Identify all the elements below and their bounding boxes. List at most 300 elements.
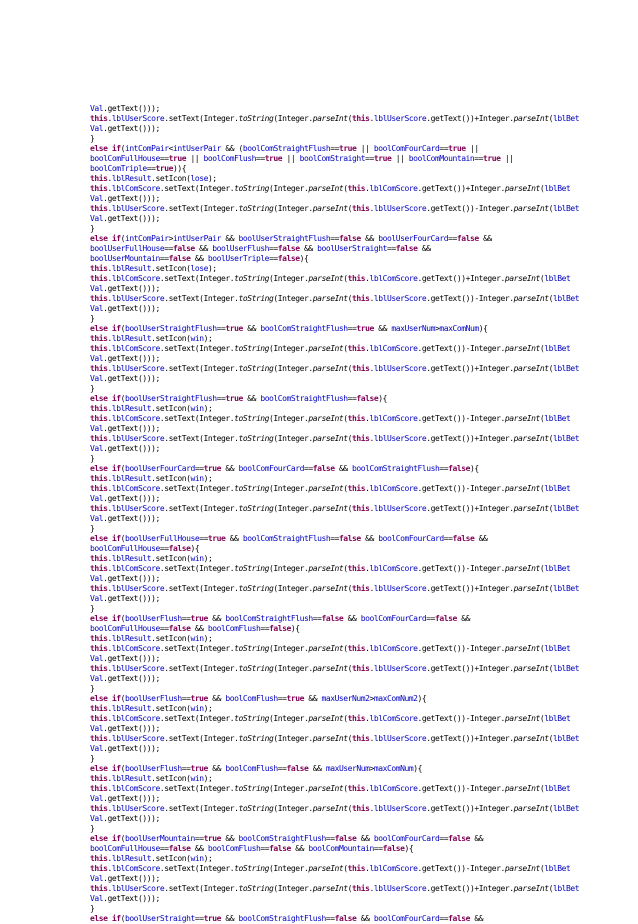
- code-token: this: [90, 114, 108, 123]
- code-line: [90, 634, 630, 644]
- code-token: .: [369, 364, 374, 373]
- code-token: else if: [90, 614, 121, 623]
- code-token: lblBet: [552, 664, 580, 673]
- code-token: toString: [238, 294, 274, 303]
- code-token: true: [207, 534, 226, 543]
- code-token: Val: [90, 574, 104, 583]
- code-token: lblComScore: [369, 714, 418, 723]
- code-token: (Integer.: [269, 864, 309, 873]
- code-token: (: [548, 294, 553, 303]
- code-token: parseInt: [513, 504, 549, 513]
- code-token: .: [365, 714, 370, 723]
- code-token: .: [369, 584, 374, 593]
- code-token: boolComStraightFlush: [238, 914, 326, 923]
- code-line: [90, 204, 630, 214]
- code-token: (Integer.: [273, 114, 313, 123]
- code-token: .: [107, 274, 112, 283]
- code-token: ==: [304, 464, 313, 473]
- code-token: lblUserScore: [111, 204, 165, 213]
- code-token: false: [382, 844, 405, 853]
- code-token: .: [369, 504, 374, 513]
- code-line: [90, 254, 630, 264]
- code-token: .getText()));: [103, 794, 160, 803]
- code-token: Val: [90, 814, 104, 823]
- code-token: );: [207, 264, 217, 273]
- code-token: .getText())+Integer.: [417, 184, 505, 193]
- code-token: lblBet: [552, 584, 580, 593]
- code-token: else if: [90, 694, 121, 703]
- code-token: .getText()));: [103, 894, 160, 903]
- code-token: .setText(Integer.: [159, 274, 235, 283]
- code-token: lblUserScore: [373, 294, 427, 303]
- code-line: [90, 574, 630, 584]
- code-token: lblBet: [544, 344, 571, 353]
- code-token: boolComFourCard: [378, 534, 444, 543]
- code-token: lblResult: [111, 334, 152, 343]
- code-token: this: [90, 854, 108, 863]
- code-token: this: [347, 484, 366, 493]
- code-token: parseInt: [308, 344, 344, 353]
- code-token: this: [90, 864, 108, 873]
- code-token: .: [107, 204, 112, 213]
- code-line: [90, 384, 630, 394]
- code-token: &&: [308, 764, 326, 773]
- code-token: true: [203, 464, 222, 473]
- code-token: lblComScore: [111, 714, 160, 723]
- code-line: [90, 334, 630, 344]
- code-token: &&: [190, 624, 208, 633]
- code-token: }: [90, 904, 95, 913]
- code-token: &&: [304, 694, 322, 703]
- code-token: boolUserFlush: [124, 694, 182, 703]
- code-token: (: [120, 834, 125, 843]
- code-line: [90, 184, 630, 194]
- code-token: &&: [190, 254, 208, 263]
- code-token: .: [107, 714, 112, 723]
- code-token: boolComFullHouse: [90, 624, 160, 633]
- code-line: [90, 544, 630, 554]
- code-token: lblUserScore: [111, 294, 165, 303]
- code-token: .: [365, 414, 370, 423]
- code-token: true: [483, 154, 501, 163]
- code-token: parseInt: [504, 864, 540, 873]
- code-token: .getText()));: [103, 124, 160, 133]
- code-token: .setText(Integer.: [159, 864, 235, 873]
- code-line: [90, 554, 630, 564]
- code-token: Val: [90, 214, 104, 223]
- code-token: ||: [186, 154, 204, 163]
- code-token: lblResult: [111, 174, 152, 183]
- code-token: lblUserScore: [111, 114, 165, 123]
- code-token: false: [312, 464, 335, 473]
- code-token: lblResult: [111, 704, 152, 713]
- code-token: ==: [474, 154, 484, 163]
- code-token: .: [369, 664, 374, 673]
- code-token: (: [343, 784, 348, 793]
- code-token: true: [338, 144, 357, 153]
- code-token: lblComScore: [111, 344, 160, 353]
- code-token: &&: [356, 914, 374, 923]
- code-token: parseInt: [513, 734, 549, 743]
- code-line: [90, 164, 630, 174]
- code-token: (: [539, 184, 545, 193]
- code-token: .getText())+Integer.: [426, 364, 514, 373]
- code-token: false: [168, 624, 191, 633]
- code-token: .: [107, 774, 112, 783]
- code-token: (Integer.: [273, 584, 313, 593]
- code-token: &&: [221, 834, 239, 843]
- code-token: lblUserScore: [111, 884, 165, 893]
- code-token: parseInt: [513, 884, 549, 893]
- code-token: parseInt: [312, 504, 348, 513]
- code-token: ||: [465, 144, 479, 153]
- code-token: maxUserNum: [391, 324, 436, 333]
- code-token: lblComScore: [111, 274, 160, 283]
- code-token: boolUserFlush: [212, 244, 270, 253]
- code-token: lblBet: [552, 504, 580, 513]
- code-token: ){: [290, 624, 300, 633]
- code-token: boolComStraightFlush: [352, 464, 440, 473]
- code-token: false: [334, 834, 357, 843]
- code-token: else if: [90, 534, 121, 543]
- code-line: [90, 214, 630, 224]
- code-token: parseInt: [308, 564, 344, 573]
- code-token: ){: [417, 694, 427, 703]
- code-token: .: [107, 434, 112, 443]
- code-line: [90, 264, 630, 274]
- code-token: .getText()));: [103, 674, 160, 683]
- code-token: ==: [216, 394, 226, 403]
- code-line: [90, 684, 630, 694]
- code-token: parseInt: [513, 434, 549, 443]
- code-token: this: [90, 504, 108, 513]
- code-line: [90, 704, 630, 714]
- code-token: boolUserFourCard: [378, 234, 449, 243]
- code-token: );: [207, 174, 217, 183]
- code-token: .setText(Integer.: [164, 664, 239, 673]
- code-token: parseInt: [513, 804, 549, 813]
- code-token: &&: [221, 234, 239, 243]
- code-token: .getText()));: [103, 424, 160, 433]
- code-token: &&: [207, 764, 226, 773]
- code-token: (Integer.: [273, 294, 313, 303]
- code-token: this: [90, 404, 108, 413]
- code-token: (: [120, 764, 125, 773]
- code-token: lblBet: [552, 364, 580, 373]
- code-line: [90, 424, 630, 434]
- code-token: boolComStraightFlush: [260, 324, 348, 333]
- code-token: ==: [330, 234, 339, 243]
- code-line: [90, 844, 630, 854]
- code-token: this: [352, 884, 370, 893]
- code-token: .getText()));: [103, 574, 160, 583]
- code-token: lblComScore: [369, 644, 418, 653]
- code-token: parseInt: [308, 274, 344, 283]
- code-line: [90, 674, 630, 684]
- code-token: maxUserNum: [325, 764, 370, 773]
- code-token: Val: [90, 104, 104, 113]
- code-token: (: [343, 484, 348, 493]
- code-token: .setText(Integer.: [159, 564, 235, 573]
- code-token: .: [107, 884, 112, 893]
- code-token: this: [90, 474, 108, 483]
- code-token: this: [352, 504, 370, 513]
- code-token: boolComFlush: [225, 764, 278, 773]
- code-token: else if: [90, 324, 121, 333]
- code-token: true: [264, 154, 283, 163]
- code-line: [90, 294, 630, 304]
- code-token: }: [90, 754, 95, 763]
- code-token: intUserPair: [173, 144, 222, 153]
- code-token: parseInt: [504, 484, 540, 493]
- code-token: (Integer.: [269, 484, 309, 493]
- code-token: lblUserScore: [373, 114, 427, 123]
- code-token: .getText())+Integer.: [426, 734, 514, 743]
- code-token: (: [120, 324, 125, 333]
- code-token: toString: [238, 204, 274, 213]
- code-token: (: [347, 664, 353, 673]
- code-token: boolComFlush: [203, 154, 256, 163]
- code-token: lblResult: [111, 264, 152, 273]
- code-token: lblUserScore: [373, 664, 427, 673]
- code-token: .getText()));: [103, 594, 160, 603]
- code-line: [90, 324, 630, 334]
- code-token: .getText())-Integer.: [417, 644, 505, 653]
- code-token: parseInt: [513, 114, 549, 123]
- code-token: .getText())-Integer.: [426, 204, 514, 213]
- code-token: .: [107, 704, 112, 713]
- code-token: (: [347, 364, 353, 373]
- code-token: this: [90, 264, 108, 273]
- code-token: toString: [238, 114, 274, 123]
- code-token: true: [373, 154, 392, 163]
- code-token: lblBet: [552, 884, 580, 893]
- code-token: this: [347, 784, 366, 793]
- code-token: toString: [238, 884, 274, 893]
- code-token: ==: [330, 534, 339, 543]
- code-token: this: [352, 734, 370, 743]
- code-token: this: [352, 294, 370, 303]
- code-token: (: [548, 434, 553, 443]
- code-token: );: [203, 634, 213, 643]
- code-token: boolComFullHouse: [90, 544, 160, 553]
- code-token: intComPair: [124, 144, 169, 153]
- code-token: this: [90, 804, 108, 813]
- code-token: lblComScore: [369, 344, 418, 353]
- code-line: [90, 614, 630, 624]
- code-token: lblUserScore: [111, 804, 165, 813]
- code-token: lblBet: [552, 734, 580, 743]
- code-token: &&: [299, 244, 318, 253]
- code-line: [90, 604, 630, 614]
- code-token: lblUserScore: [373, 884, 427, 893]
- code-line: [90, 104, 630, 114]
- code-token: boolComFullHouse: [90, 154, 160, 163]
- code-token: (: [343, 714, 348, 723]
- code-token: Val: [90, 674, 104, 683]
- code-token: true: [190, 694, 208, 703]
- code-token: (: [548, 114, 553, 123]
- code-token: boolUserStraightFlush: [238, 234, 331, 243]
- code-token: lblBet: [552, 434, 580, 443]
- code-token: this: [90, 414, 108, 423]
- code-token: .getText()));: [103, 814, 160, 823]
- code-token: false: [448, 834, 470, 843]
- code-token: toString: [234, 414, 270, 423]
- code-token: Val: [90, 374, 104, 383]
- code-token: win: [190, 334, 204, 343]
- code-line: [90, 354, 630, 364]
- code-token: (: [120, 464, 125, 473]
- code-token: }: [90, 224, 95, 233]
- code-token: (: [347, 804, 353, 813]
- code-token: .setText(Integer.: [159, 484, 235, 493]
- code-token: ==: [181, 614, 191, 623]
- code-token: .setText(Integer.: [164, 114, 239, 123]
- code-token: ==: [199, 534, 208, 543]
- code-token: this: [90, 584, 108, 593]
- code-token: .setText(Integer.: [159, 714, 235, 723]
- code-token: .: [107, 584, 112, 593]
- code-token: .: [369, 294, 374, 303]
- code-token: parseInt: [308, 644, 344, 653]
- code-token: boolUserStraightFlush: [124, 394, 217, 403]
- code-token: .getText())-Integer.: [417, 564, 505, 573]
- code-token: Val: [90, 194, 104, 203]
- code-token: >: [168, 234, 173, 243]
- code-token: else if: [90, 914, 121, 923]
- code-token: boolComStraight: [299, 154, 366, 163]
- code-token: false: [269, 844, 291, 853]
- code-line: [90, 484, 630, 494]
- code-token: }: [90, 384, 95, 393]
- code-token: this: [90, 734, 108, 743]
- code-line: [90, 874, 630, 884]
- code-token: }: [90, 604, 95, 613]
- code-token: lblBet: [544, 184, 571, 193]
- code-token: lblComScore: [111, 484, 160, 493]
- code-token: lblResult: [111, 474, 152, 483]
- code-token: .setIcon(: [151, 264, 191, 273]
- code-token: Val: [90, 654, 104, 663]
- code-token: (: [548, 734, 553, 743]
- code-token: .: [107, 114, 112, 123]
- code-token: this: [90, 564, 108, 573]
- code-token: .setIcon(: [151, 334, 191, 343]
- code-token: this: [352, 664, 370, 673]
- code-token: .getText())-Integer.: [417, 864, 505, 873]
- code-token: );: [203, 704, 213, 713]
- code-token: (: [120, 144, 125, 153]
- code-token: true: [225, 324, 243, 333]
- code-token: ==: [439, 464, 449, 473]
- code-token: .getText())+Integer.: [426, 804, 514, 813]
- code-token: intUserPair: [173, 234, 222, 243]
- code-token: &&: [360, 534, 379, 543]
- code-token: ==: [386, 244, 396, 253]
- code-token: .setIcon(: [151, 554, 191, 563]
- code-token: parseInt: [308, 714, 344, 723]
- code-token: lblBet: [552, 114, 580, 123]
- code-token: .getText()));: [103, 724, 160, 733]
- code-token: (: [343, 344, 348, 353]
- code-token: false: [435, 614, 457, 623]
- code-token: lblBet: [544, 864, 571, 873]
- code-token: boolComTriple: [90, 164, 147, 173]
- code-token: .setText(Integer.: [159, 784, 235, 793]
- code-token: }: [90, 524, 95, 533]
- code-line: [90, 464, 630, 474]
- code-token: &&: [478, 234, 492, 243]
- code-token: lblUserScore: [373, 504, 427, 513]
- code-line: [90, 474, 630, 484]
- code-line: [90, 774, 630, 784]
- code-token: );: [203, 474, 213, 483]
- code-token: boolComStraightFlush: [238, 834, 326, 843]
- code-token: lblComScore: [369, 414, 418, 423]
- code-token: false: [356, 394, 379, 403]
- code-token: ==: [439, 914, 449, 923]
- code-token: boolComStraightFlush: [242, 144, 331, 153]
- code-token: else if: [90, 764, 121, 773]
- code-token: }: [90, 824, 95, 833]
- code-token: this: [90, 784, 108, 793]
- code-token: (: [347, 734, 353, 743]
- code-token: ==: [373, 844, 383, 853]
- code-line: [90, 694, 630, 704]
- code-token: lblUserScore: [373, 204, 427, 213]
- code-token: (: [120, 614, 125, 623]
- code-token: .setText(Integer.: [159, 344, 235, 353]
- code-token: false: [452, 534, 475, 543]
- code-token: ==: [159, 544, 169, 553]
- code-line: [90, 304, 630, 314]
- code-token: .getText())+Integer.: [426, 434, 514, 443]
- code-token: .getText()));: [103, 514, 160, 523]
- code-token: (: [539, 274, 545, 283]
- code-line: [90, 514, 630, 524]
- code-token: this: [347, 274, 366, 283]
- code-token: ){: [404, 844, 414, 853]
- code-token: parseInt: [312, 584, 348, 593]
- code-token: .setText(Integer.: [164, 204, 239, 213]
- code-token: this: [90, 434, 108, 443]
- code-token: boolComFourCard: [373, 834, 440, 843]
- code-line: [90, 144, 630, 154]
- code-token: ==: [159, 154, 169, 163]
- code-token: .getText())+Integer.: [417, 274, 505, 283]
- code-token: lblUserScore: [111, 734, 165, 743]
- code-token: .getText())-Integer.: [417, 784, 505, 793]
- code-token: boolComFourCard: [373, 914, 440, 923]
- code-token: this: [352, 204, 370, 213]
- code-line: [90, 754, 630, 764]
- code-token: parseInt: [308, 484, 344, 493]
- code-token: .getText())-Integer.: [417, 484, 505, 493]
- code-token: lblBet: [544, 564, 571, 573]
- code-token: .setText(Integer.: [159, 414, 235, 423]
- code-line: [90, 804, 630, 814]
- code-token: false: [448, 464, 470, 473]
- code-token: .: [365, 274, 370, 283]
- code-token: parseInt: [312, 804, 348, 813]
- code-token: true: [168, 154, 187, 163]
- code-token: .setText(Integer.: [164, 434, 239, 443]
- code-token: )){: [172, 164, 187, 173]
- code-token: boolUserFullHouse: [90, 244, 165, 253]
- code-token: );: [203, 554, 213, 563]
- code-line: [90, 194, 630, 204]
